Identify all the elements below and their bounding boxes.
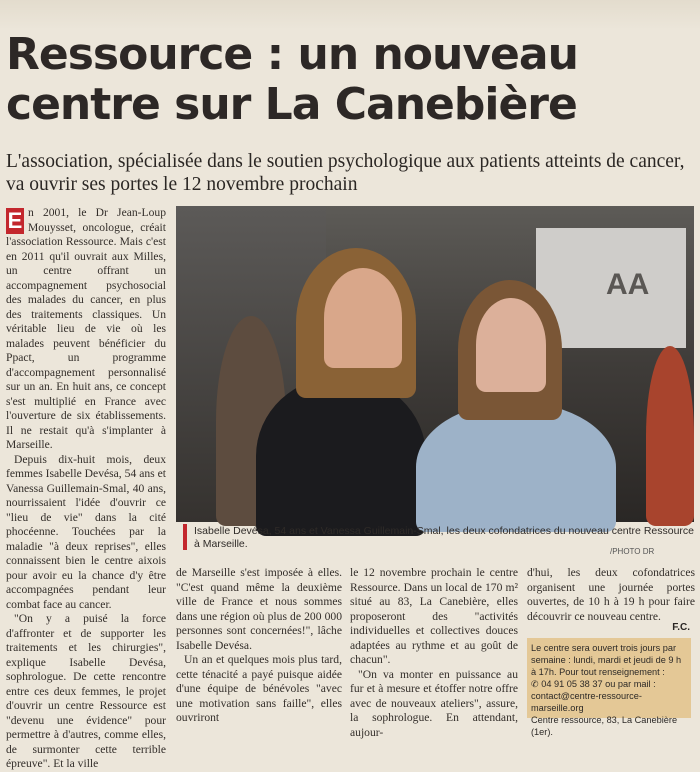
photo-caption: Isabelle Devésa, 54 ans et Vanessa Guillemain-Smal, les deux cofondatrices du nouveau centre Ressource à Marseille. <box>194 525 695 550</box>
headline-line-1: Ressource : un nouveau <box>6 29 578 80</box>
info-hours: Le centre sera ouvert trois jours par semaine : lundi, mardi et jeudi de 9 h à 17h. Pour tout renseignement : <box>531 643 682 677</box>
info-box <box>527 638 691 737</box>
dropcap: E <box>7 208 23 233</box>
article-column-4 <box>527 566 695 626</box>
headline <box>6 30 696 130</box>
article-column-3 <box>350 566 518 739</box>
info-address: Centre ressource, 83, La Canebière (1er). <box>531 715 678 737</box>
info-email[interactable]: contact@centre-ressource-marseille.org <box>531 691 642 713</box>
paragraph: le 12 novembre prochain le centre Ressource. Dans un local de 170 m² situé au 83, La Canebière, elles proposeront des "activités individuelles et collectives douces adaptées au rythme et au goût de chacun". <box>350 566 518 666</box>
paragraph: d'hui, les deux cofondatrices organisent une journée portes ouvertes, de 10 h à 19 h pour faire découvrir ce nouveau centre. <box>527 566 695 623</box>
photo-screen-logo: AA <box>606 268 650 301</box>
photo-person-vanessa-body <box>416 402 616 532</box>
info-phone: ✆ 04 91 05 38 37 ou par mail : <box>531 679 656 689</box>
caption-accent-bar <box>183 524 187 550</box>
article-photo <box>176 206 694 522</box>
author-signature: F.C. <box>672 622 690 633</box>
photo-person-vanessa-face <box>476 298 546 392</box>
article-column-2 <box>176 566 342 724</box>
photo-background-person <box>646 346 694 526</box>
paragraph: Un an et quelques mois plus tard, cette ténacité a payé puisque aidée d'une équipe de bénévoles "avec une motivation sans faille", elles ouvriront <box>176 653 342 724</box>
paragraph: "On y a puisé la force d'affronter et de supporter les traitements et les chirurgies", explique Isabelle Devésa, sophrologue. De cette rencontre entre ces deux femmes, le projet d'ouvrir un centre Ressource est "devenu une évidence" pour permettre à d'autres, comme elles, de surmonter cette terrible épreuve". Et la ville <box>6 612 166 770</box>
subheadline: L'association, spécialisée dans le soutien psychologique aux patients atteints de cancer, va ouvrir ses portes le 12 novembre prochain <box>6 151 685 195</box>
paragraph: E n 2001, le Dr Jean-Loup Mouysset, oncologue, créait l'association Ressource. Mais c'est en 2011 qu'il ouvrait aux Milles, un centre offrant un accompagnement psychosocial des malades du cancer, en plus des traitements classiques. Un véritable lieu de vie où les malades peuvent bénéficier du Ppact, un programme d'accompagnement personnalisé sur un an. En huit ans, ce concept s'est multiplié en France avec l'ouverture de six établissements. Il ne restait qu'à s'implanter à Marseille. <box>6 206 166 451</box>
photo-credit: /PHOTO DR <box>610 547 655 556</box>
page-bleed <box>0 0 700 30</box>
paragraph: de Marseille s'est imposée à elles. "C'est quand même la deuxième ville de France et nous sommes dans une région où plus de 200 000 personnes sont concernées!", lâche Isabelle Devésa. <box>176 566 342 652</box>
paragraph: Depuis dix-huit mois, deux femmes Isabelle Devésa, 54 ans et Vanessa Guillemain-Smal, 40 ans, nourrissaient l'idée d'ouvrir ce "lieu de vie" dans la cité phocéenne. Touchées par la maladie "à deux reprises", elles connaissent bien le centre aixois pour avoir eu la chance d'y être accompagnées pendant leur combat face au cancer. <box>6 452 166 611</box>
photo-person-isabelle-face <box>324 268 402 368</box>
photo-person-isabelle-body <box>256 376 426 536</box>
headline-line-2: centre sur La Canebière <box>6 79 577 130</box>
paragraph: "On va monter en puissance au fur et à mesure et étoffer notre offre avec de nouveaux ateliers", assure, la sophrologue. En attendant, aujour- <box>350 667 518 739</box>
article-column-1 <box>6 206 166 770</box>
